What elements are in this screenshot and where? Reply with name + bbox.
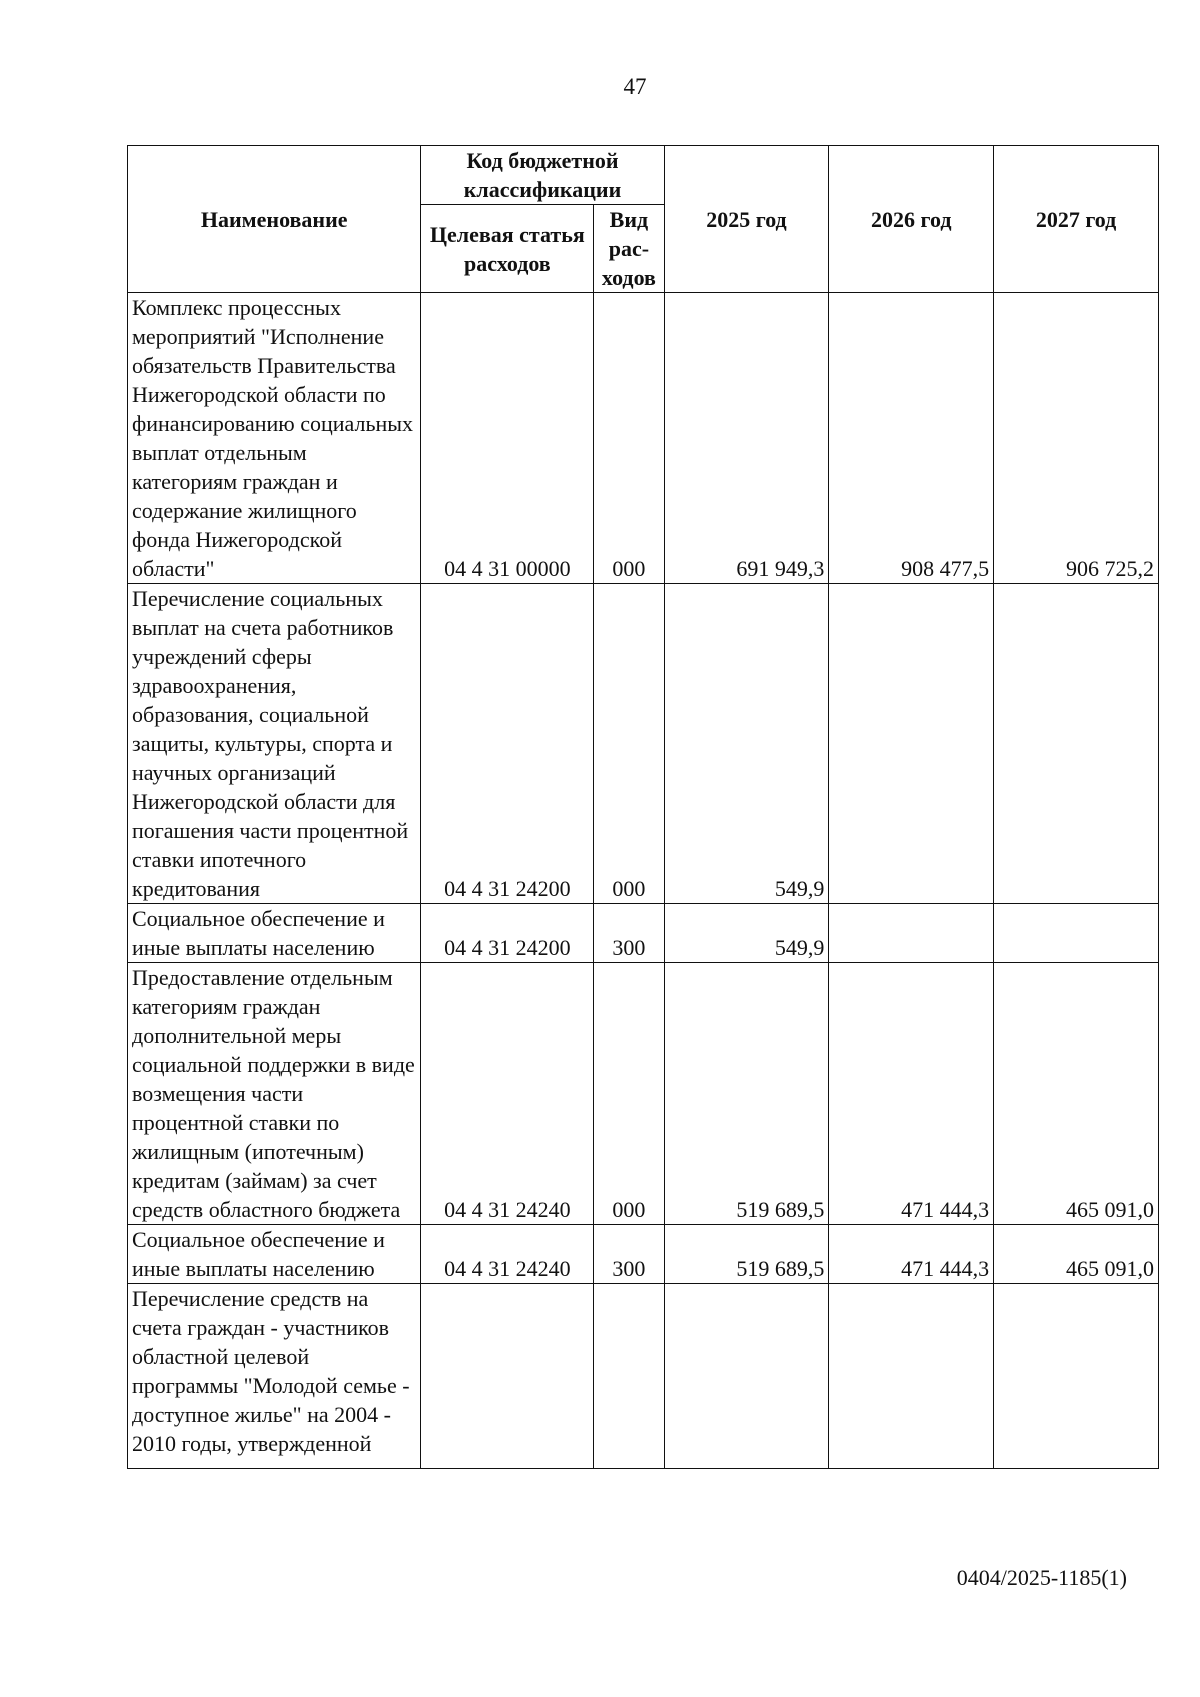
row-target-article: 04 4 31 24200	[421, 904, 594, 963]
header-classification-group: Код бюджетной классификации	[421, 146, 664, 205]
budget-table	[127, 145, 1159, 1469]
row-target-article	[421, 1284, 594, 1469]
row-value-2026	[829, 584, 994, 904]
row-value-2025: 691 949,3	[664, 293, 829, 584]
row-target-article: 04 4 31 24200	[421, 584, 594, 904]
row-target-article: 04 4 31 24240	[421, 1225, 594, 1284]
row-name: Перечисление социальных выплат на счета работников учреждений сферы здравоохранения, образования, социальной защиты, культуры, спорта и научных организаций Нижегородской области для погашения части процентной ставки ипотечного кредитования	[128, 584, 421, 904]
row-value-2025: 519 689,5	[664, 963, 829, 1225]
table-row	[128, 293, 1159, 584]
row-expense-type: 000	[594, 293, 664, 584]
row-value-2025: 549,9	[664, 904, 829, 963]
document-code: 0404/2025-1185(1)	[956, 1565, 1127, 1590]
row-value-2027	[994, 904, 1159, 963]
row-name: Социальное обеспечение и иные выплаты населению	[128, 904, 421, 963]
row-value-2025: 549,9	[664, 584, 829, 904]
header-target-article: Целевая статья расходов	[421, 205, 594, 293]
row-expense-type: 300	[594, 904, 664, 963]
row-value-2027: 465 091,0	[994, 963, 1159, 1225]
row-target-article: 04 4 31 24240	[421, 963, 594, 1225]
table-row	[128, 584, 1159, 904]
row-value-2027	[994, 584, 1159, 904]
row-value-2025	[664, 1284, 829, 1469]
row-name: Комплекс процессных мероприятий "Исполнение обязательств Правительства Нижегородской области по финансированию социальных выплат отдельным категориям граждан и содержание жилищного фонда Нижегородской области"	[128, 293, 421, 584]
table-row	[128, 1225, 1159, 1284]
row-expense-type: 300	[594, 1225, 664, 1284]
row-target-article: 04 4 31 00000	[421, 293, 594, 584]
table-row	[128, 963, 1159, 1225]
row-expense-type: 000	[594, 584, 664, 904]
row-value-2027	[994, 1284, 1159, 1469]
row-expense-type	[594, 1284, 664, 1469]
row-value-2026: 471 444,3	[829, 1225, 994, 1284]
table-header-row	[128, 146, 1159, 205]
row-value-2027: 465 091,0	[994, 1225, 1159, 1284]
row-expense-type: 000	[594, 963, 664, 1225]
page-number: 47	[623, 74, 647, 99]
header-expense-type: Вид рас-ходов	[594, 205, 664, 293]
table-row	[128, 1284, 1159, 1469]
header-name: Наименование	[128, 146, 421, 293]
table-body	[128, 293, 1159, 1469]
row-value-2025: 519 689,5	[664, 1225, 829, 1284]
header-year-2025: 2025 год	[664, 146, 829, 293]
table-row	[128, 904, 1159, 963]
row-name: Перечисление средств на счета граждан - участников областной целевой программы "Молодой семье - доступное жилье" на 2004 - 2010 годы, утвержденной	[128, 1284, 421, 1469]
header-year-2027: 2027 год	[994, 146, 1159, 293]
row-value-2027: 906 725,2	[994, 293, 1159, 584]
header-year-2026: 2026 год	[829, 146, 994, 293]
row-name: Социальное обеспечение и иные выплаты населению	[128, 1225, 421, 1284]
row-value-2026: 908 477,5	[829, 293, 994, 584]
row-value-2026: 471 444,3	[829, 963, 994, 1225]
row-name: Предоставление отдельным категориям граждан дополнительной меры социальной поддержки в виде возмещения части процентной ставки по жилищным (ипотечным) кредитам (займам) за счет средств областного бюджета	[128, 963, 421, 1225]
row-value-2026	[829, 1284, 994, 1469]
row-value-2026	[829, 904, 994, 963]
